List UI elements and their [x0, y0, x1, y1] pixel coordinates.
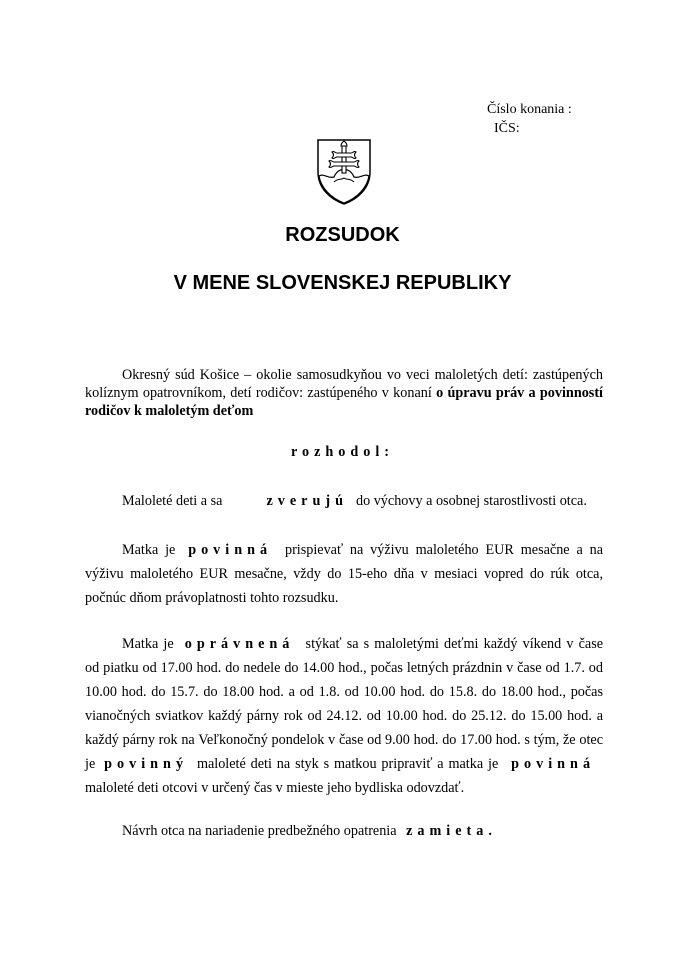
paragraph-preliminary-measure [122, 823, 612, 840]
contact-text-middle-2: maloleté deti na styk s matkou pripraviť a matka je [196, 756, 499, 772]
case-number-label: Číslo konania : [487, 102, 572, 117]
decided-heading: rozhodol: [290, 444, 395, 460]
contact-emphasis-obliged-mother: povinná [511, 756, 596, 772]
custody-text-after: do výchovy a osobnej starostlivosti otca. [355, 493, 587, 509]
paragraph-contact [85, 632, 603, 800]
preliminary-emphasis: zamieta. [406, 823, 497, 839]
intro-paragraph [85, 366, 603, 420]
contact-text-middle-1: stýkať sa s maloletými deťmi každý víkend v čase od piatku od 17.00 hod. do nedele do 14.00 hod., počas letných prázdnin v čase od 1.7. od 10.00 hod. do 15.7. do 18.00 hod. a od 1.8. od 10.00 hod. do 15.8. do 18.00 hod., počas vianočných sviatkov každý párny rok od 24.12. od 10.00 hod. do 25.12. do 15.00 hod. a každý párny rok na Veľkonočný pondelok v čase od 9.00 hod. do 17.00 hod. s tým, že otec je [85, 636, 604, 772]
intro-subject: o úpravu práv a povinností rodičov k maloletým deťom [85, 385, 603, 419]
contact-text-after: maloleté deti otcovi v určený čas v mieste jeho bydliska odovzdať. [85, 780, 465, 796]
contact-emphasis-obliged-father: povinný [104, 756, 189, 772]
intro-text: Okresný súd Košice – okolie samosudkyňou vo veci maloletých detí: zastúpených kolíznym opatrovníkom, detí rodičov: zastúpeného v konaní [85, 367, 603, 401]
paragraph-custody [122, 493, 612, 510]
preliminary-text: Návrh otca na nariadenie predbežného opatrenia [122, 823, 397, 839]
contact-text-before: Matka je [122, 636, 174, 652]
document-subtitle: V MENE SLOVENSKEJ REPUBLIKY [173, 272, 512, 294]
custody-emphasis: zverujú [266, 493, 348, 509]
support-emphasis: povinná [188, 542, 273, 558]
paragraph-support [85, 538, 603, 610]
document-title: ROZSUDOK [285, 224, 400, 246]
ics-label: IČS: [494, 121, 520, 136]
support-text-after: prispievať na výživu maloletého EUR mesačne a na výživu maloletého EUR mesačne, vždy do 15-eho dňa v mesiaci vopred do rúk otca, počnúc dňom právoplatnosti tohto rozsudku. [85, 542, 603, 606]
custody-text-before: Maloleté deti a sa [122, 493, 223, 509]
contact-emphasis-entitled: oprávnená [184, 636, 295, 652]
slovak-coat-of-arms-icon [316, 138, 372, 206]
support-text-before: Matka je [122, 542, 176, 558]
